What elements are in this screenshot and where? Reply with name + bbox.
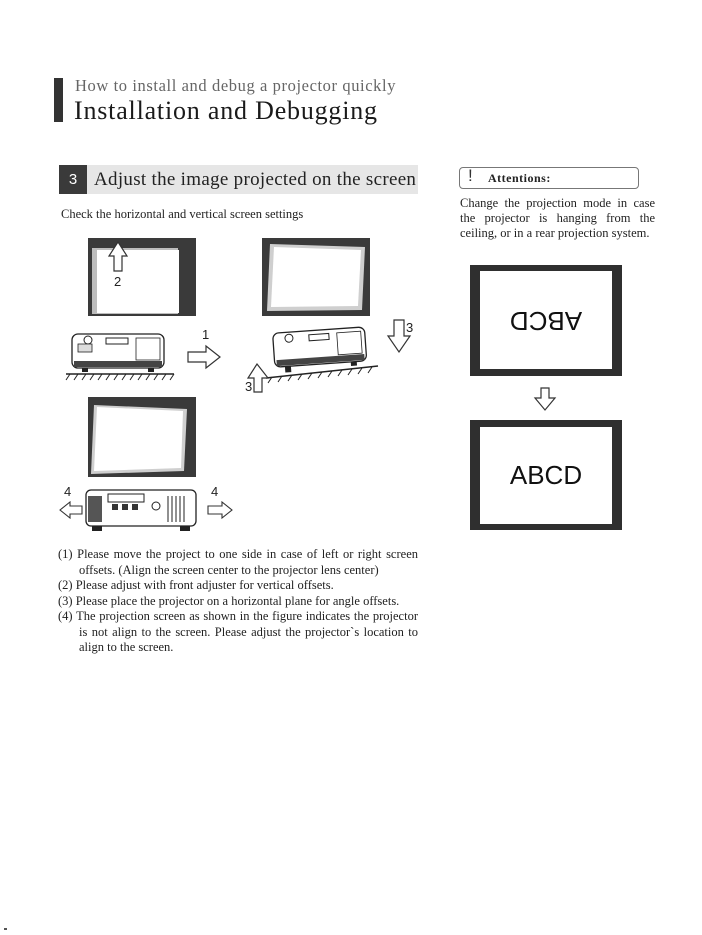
right-arrow-icon bbox=[208, 502, 232, 518]
instruction-notes bbox=[58, 547, 418, 656]
step-3-down-arrow-figure bbox=[386, 318, 420, 356]
normal-projection-figure bbox=[470, 420, 622, 530]
flipped-projection-figure bbox=[470, 265, 622, 376]
note-2: (2) Please adjust with front adjuster for vertical offsets. bbox=[58, 578, 334, 592]
section-number: 3 bbox=[59, 165, 87, 194]
step-label-4-right: 4 bbox=[211, 484, 219, 499]
note-3: (3) Please place the projector on a horizontal plane for angle offsets. bbox=[58, 593, 400, 608]
step-label-3-right: 3 bbox=[406, 320, 414, 335]
projector-tilted-figure bbox=[266, 322, 382, 384]
screen-skewed-figure bbox=[88, 397, 196, 477]
step-3-up-arrow-figure bbox=[244, 362, 274, 396]
left-arrow-icon bbox=[60, 502, 82, 518]
right-arrow-icon bbox=[188, 346, 220, 368]
projector-rear-figure bbox=[56, 482, 238, 540]
step-1-arrow-figure bbox=[186, 326, 226, 370]
step-label-2: 2 bbox=[114, 274, 122, 289]
projector-level-figure bbox=[66, 326, 178, 386]
section-intro: Check the horizontal and vertical screen settings bbox=[61, 207, 304, 221]
flipped-abcd-text: ABCD bbox=[509, 306, 583, 336]
section-title: Adjust the image projected on the screen bbox=[94, 169, 417, 190]
screen-vertical-offset-figure bbox=[262, 238, 370, 316]
normal-abcd-text: ABCD bbox=[509, 460, 583, 490]
screen-left-offset-figure bbox=[88, 238, 196, 316]
header-accent-bar bbox=[54, 78, 63, 122]
note-1: (1) Please move the project to one side in case of left or right screen offsets. (Align the screen center to the projector lens center) bbox=[58, 547, 418, 577]
note-4: (4) The projection screen as shown in the figure indicates the projector is not align to the screen. Please adjust the projector`s location to align to the screen. bbox=[58, 609, 418, 654]
down-arrow-icon bbox=[535, 388, 555, 410]
page-corner-mark bbox=[4, 928, 7, 930]
page-subtitle: How to install and debug a projector quickly bbox=[75, 76, 397, 95]
step-label-1: 1 bbox=[202, 327, 210, 342]
step-label-4-left: 4 bbox=[64, 484, 72, 499]
conversion-down-arrow bbox=[534, 387, 558, 413]
step-label-3-left: 3 bbox=[245, 379, 253, 394]
attention-text: Change the projection mode in case the projector is hanging from the ceiling, or in a rear projection system. bbox=[460, 196, 655, 240]
page-title: Installation and Debugging bbox=[74, 96, 378, 125]
attention-label: Attentions: bbox=[488, 171, 551, 185]
exclamation-icon: ! bbox=[468, 166, 473, 185]
